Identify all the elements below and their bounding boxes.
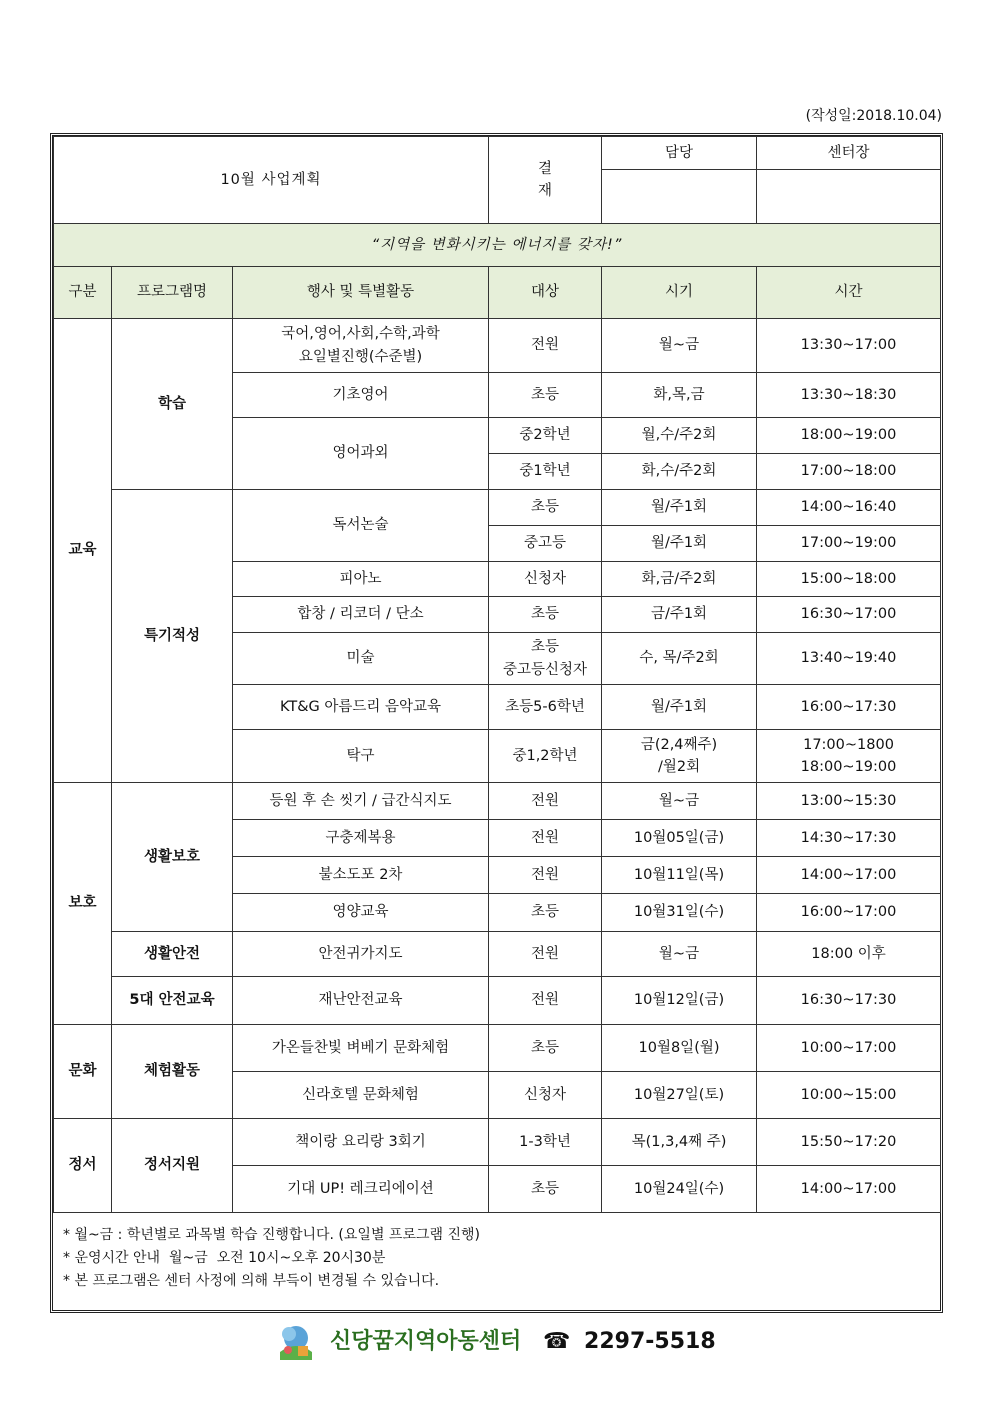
time-cell: 14:00~17:00 (757, 1166, 941, 1213)
target-cell: 중2학년 (489, 418, 602, 454)
event-cell: 책이랑 요리랑 3회기 (233, 1119, 489, 1166)
phone-icon: ☎ (542, 1329, 571, 1354)
approval-sign-director (757, 170, 941, 224)
table-row (54, 1025, 941, 1072)
period-cell: 월~금 (602, 783, 757, 820)
period-cell: 금(2,4째주) /월2회 (602, 730, 757, 783)
approval-sign-manager (602, 170, 757, 224)
notes-section (53, 1216, 940, 1293)
category-protection: 보호 (54, 783, 112, 1025)
period-cell: 10월12일(금) (602, 977, 757, 1025)
period-cell: 10월24일(수) (602, 1166, 757, 1213)
time-cell: 16:30~17:30 (757, 977, 941, 1025)
target-cell: 전원 (489, 319, 602, 373)
time-cell: 13:40~19:40 (757, 633, 941, 685)
category-culture: 문화 (54, 1025, 112, 1119)
target-cell: 초등 (489, 1025, 602, 1072)
period-cell: 월~금 (602, 319, 757, 373)
period-cell: 수, 목/주2회 (602, 633, 757, 685)
time-cell: 13:30~17:00 (757, 319, 941, 373)
period-cell: 10월11일(목) (602, 857, 757, 894)
event-cell: 신라호텔 문화체험 (233, 1072, 489, 1119)
event-cell: 합창 / 리코더 / 단소 (233, 597, 489, 633)
category-emotion: 정서 (54, 1119, 112, 1213)
header-category: 구분 (54, 267, 112, 319)
target-cell: 신청자 (489, 1072, 602, 1119)
header-program: 프로그램명 (112, 267, 233, 319)
period-cell: 10월31일(수) (602, 894, 757, 932)
page-title: 10월 사업계획 (54, 137, 489, 224)
event-cell: 가온들찬빛 벼베기 문화체험 (233, 1025, 489, 1072)
approval-label: 결 재 (489, 137, 602, 224)
time-cell: 16:30~17:00 (757, 597, 941, 633)
footer (0, 1322, 992, 1362)
time-cell: 18:00 이후 (757, 932, 941, 977)
target-cell: 전원 (489, 820, 602, 857)
period-cell: 월/주1회 (602, 490, 757, 526)
header-event: 행사 및 특별활동 (233, 267, 489, 319)
header-period: 시기 (602, 267, 757, 319)
event-cell: 재난안전교육 (233, 977, 489, 1025)
center-name: 신당꿈지역아동센터 (330, 1329, 522, 1354)
plan-table (53, 136, 941, 1213)
event-cell: 기대 UP! 레크리에이션 (233, 1166, 489, 1213)
time-cell: 10:00~17:00 (757, 1025, 941, 1072)
event-cell: 미술 (233, 633, 489, 685)
note-item: * 본 프로그램은 센터 사정에 의해 부득이 변경될 수 있습니다. (63, 1273, 440, 1289)
program-life-protect: 생활보호 (112, 783, 233, 932)
period-cell: 10월27일(토) (602, 1072, 757, 1119)
program-life-safety: 생활안전 (112, 932, 233, 977)
target-cell: 초등 (489, 597, 602, 633)
target-cell: 전원 (489, 932, 602, 977)
header-time: 시간 (757, 267, 941, 319)
target-cell: 1-3학년 (489, 1119, 602, 1166)
table-row (54, 977, 941, 1025)
time-cell: 16:00~17:30 (757, 685, 941, 730)
target-cell: 초등5-6학년 (489, 685, 602, 730)
header-target: 대상 (489, 267, 602, 319)
event-cell: 등원 후 손 씻기 / 급간식지도 (233, 783, 489, 820)
target-cell: 초등 (489, 373, 602, 418)
time-cell: 15:00~18:00 (757, 562, 941, 597)
time-cell: 17:00~19:00 (757, 526, 941, 562)
table-row (54, 319, 941, 373)
target-cell: 중고등 (489, 526, 602, 562)
period-cell: 10월05일(금) (602, 820, 757, 857)
event-cell: 탁구 (233, 730, 489, 783)
plan-frame (50, 133, 943, 1313)
period-cell: 화,금/주2회 (602, 562, 757, 597)
table-row (54, 932, 941, 977)
note-item: * 운영시간 안내 월~금 오전 10시~오후 20시30분 (63, 1250, 386, 1266)
category-education: 교육 (54, 319, 112, 783)
period-cell: 월~금 (602, 932, 757, 977)
period-cell: 금/주1회 (602, 597, 757, 633)
program-emotion-support: 정서지원 (112, 1119, 233, 1213)
time-cell: 16:00~17:00 (757, 894, 941, 932)
note-item: * 월~금 : 학년별로 과목별 학습 진행합니다. (요일별 프로그램 진행) (63, 1227, 480, 1243)
period-cell: 월/주1회 (602, 685, 757, 730)
slogan: “지역을 변화시키는 에너지를 갖자!” (54, 224, 941, 267)
period-cell: 10월8일(월) (602, 1025, 757, 1072)
date-text: (작성일:2018.10.04) (805, 108, 942, 124)
event-cell: 영양교육 (233, 894, 489, 932)
period-cell: 월,수/주2회 (602, 418, 757, 454)
program-study: 학습 (112, 319, 233, 490)
event-cell: 독서논술 (233, 490, 489, 562)
table-row (54, 1119, 941, 1166)
event-cell: 안전귀가지도 (233, 932, 489, 977)
approval-col-director: 센터장 (757, 137, 941, 170)
event-cell: 영어과외 (233, 418, 489, 490)
time-cell: 13:00~15:30 (757, 783, 941, 820)
target-cell: 중1,2학년 (489, 730, 602, 783)
time-cell: 10:00~15:00 (757, 1072, 941, 1119)
time-cell: 14:30~17:30 (757, 820, 941, 857)
time-cell: 15:50~17:20 (757, 1119, 941, 1166)
target-cell: 전원 (489, 783, 602, 820)
target-cell: 초등 (489, 1166, 602, 1213)
target-cell: 초등 중고등신청자 (489, 633, 602, 685)
time-cell: 14:00~16:40 (757, 490, 941, 526)
table-row (54, 490, 941, 526)
period-cell: 화,목,금 (602, 373, 757, 418)
time-cell: 17:00~1800 18:00~19:00 (757, 730, 941, 783)
table-row (54, 783, 941, 820)
target-cell: 초등 (489, 894, 602, 932)
program-talent: 특기적성 (112, 490, 233, 783)
target-cell: 전원 (489, 977, 602, 1025)
program-experience: 체험활동 (112, 1025, 233, 1119)
time-cell: 18:00~19:00 (757, 418, 941, 454)
event-cell: 불소도포 2차 (233, 857, 489, 894)
target-cell: 신청자 (489, 562, 602, 597)
event-cell: 국어,영어,사회,수학,과학 요일별진행(수준별) (233, 319, 489, 373)
program-safety5: 5대 안전교육 (112, 977, 233, 1025)
approval-col-manager: 담당 (602, 137, 757, 170)
event-cell: KT&G 아름드리 음악교육 (233, 685, 489, 730)
target-cell: 전원 (489, 857, 602, 894)
time-cell: 13:30~18:30 (757, 373, 941, 418)
target-cell: 초등 (489, 490, 602, 526)
phone-number: 2297-5518 (584, 1329, 716, 1354)
period-cell: 목(1,3,4째 주) (602, 1119, 757, 1166)
period-cell: 월/주1회 (602, 526, 757, 562)
target-cell: 중1학년 (489, 454, 602, 490)
center-logo-icon (276, 1322, 316, 1362)
time-cell: 17:00~18:00 (757, 454, 941, 490)
period-cell: 화,수/주2회 (602, 454, 757, 490)
event-cell: 기초영어 (233, 373, 489, 418)
event-cell: 구충제복용 (233, 820, 489, 857)
time-cell: 14:00~17:00 (757, 857, 941, 894)
event-cell: 피아노 (233, 562, 489, 597)
